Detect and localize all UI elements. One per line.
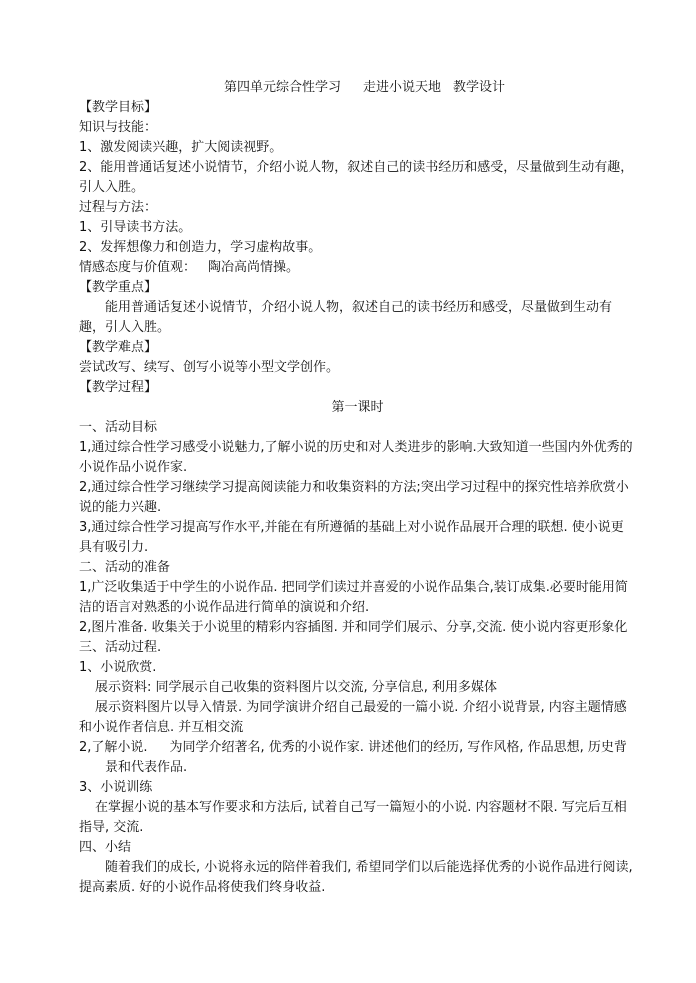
title-unit: 第四单元综合性学习 xyxy=(223,80,341,95)
lesson-title: 第一课时 xyxy=(331,400,384,415)
knowledge-item: 2、能用普通话复述小说情节，介绍小说人物，叙述自己的读书经历和感受，尽量做到生动有趣，引人入胜。 xyxy=(79,160,634,195)
section-2-item: 2,图片准备. 收集关于小说里的精彩内容插图. 并和同学们展示、分享,交流. 使小说内容更形象化 xyxy=(79,620,628,635)
emotion-text: 陶冶高尚情操。 xyxy=(208,260,300,275)
section-3-2 xyxy=(79,738,636,778)
process-heading: 过程与方法： xyxy=(79,200,158,215)
section-4-heading: 四、小结 xyxy=(79,840,132,855)
section-1-item: 1,通过综合性学习感受小说魅力,了解小说的历史和对人类进步的影响.大致知道一些国内外优秀的小说作品小说作家. xyxy=(79,440,633,475)
knowledge-heading: 知识与技能： xyxy=(79,120,158,135)
process-item: 1、引导读书方法。 xyxy=(79,220,192,235)
difficulty-heading: 【教学难点】 xyxy=(79,340,158,355)
key-heading: 【教学重点】 xyxy=(79,280,158,295)
section-3-3-para: 在掌握小说的基本写作要求和方法后, 试着自己写一篇短小的小说. 内容题材不限. 写完后互相指导, 交流. xyxy=(79,800,627,835)
section-1-item: 3,通过综合性学习提高写作水平,并能在有所遵循的基础上对小说作品展开合理的联想. 使小说更具有吸引力. xyxy=(79,520,624,555)
section-3-3-heading: 3、小说训练 xyxy=(79,780,153,795)
section-3-1-heading: 1、小说欣赏. xyxy=(79,660,157,675)
difficulty-text: 尝试改写、续写、创写小说等小型文学创作。 xyxy=(79,360,340,375)
section-3-1-para: 展示资料图片以导入情景. 为同学演讲介绍自己最爱的一篇小说. 介绍小说背景, 内容主题情感和小说作者信息. 并互相交流 xyxy=(79,700,627,735)
section-3-2-text: 为同学介绍著名, 优秀的小说作家. 讲述他们的经历, 写作风格, 作品思想, 历史背景和代表作品. xyxy=(105,740,627,775)
emotion-label: 情感态度与价值观： xyxy=(79,260,197,275)
goals-heading: 【教学目标】 xyxy=(79,100,158,115)
emotion-line xyxy=(79,258,636,278)
knowledge-item: 1、激发阅读兴趣，扩大阅读视野。 xyxy=(79,140,283,155)
section-3-2-label: 2,了解小说. xyxy=(79,740,148,755)
section-1-item: 2,通过综合性学习继续学习提高阅读能力和收集资料的方法;突出学习过程中的探究性培养欣赏小说的能力兴趣. xyxy=(79,480,629,515)
document-title xyxy=(79,78,636,98)
section-4-para: 随着我们的成长, 小说将永远的陪伴着我们, 希望同学们以后能选择优秀的小说作品进行阅读, 提高素质. 好的小说作品将使我们终身收益. xyxy=(79,860,633,895)
process-main-heading: 【教学过程】 xyxy=(79,380,158,395)
section-2-item: 1,广泛收集适于中学生的小说作品. 把同学们读过并喜爱的小说作品集合,装订成集.必要时能用简洁的语言对熟悉的小说作品进行简单的演说和介绍. xyxy=(79,580,628,615)
section-2-heading: 二、活动的准备 xyxy=(79,560,171,575)
title-suffix: 教学设计 xyxy=(453,80,506,95)
title-topic: 走进小说天地 xyxy=(362,80,441,95)
section-3-1-para: 展示资料: 同学展示自己收集的资料图片以交流, 分享信息, 利用多媒体 xyxy=(95,680,498,695)
key-text: 能用普通话复述小说情节，介绍小说人物，叙述自己的读书经历和感受，尽量做到生动有趣，引人入胜。 xyxy=(79,300,613,335)
process-item: 2、发挥想像力和创造力，学习虚构故事。 xyxy=(79,240,322,255)
section-3-heading: 三、活动过程. xyxy=(79,640,162,655)
section-1-heading: 一、活动目标 xyxy=(79,420,158,435)
